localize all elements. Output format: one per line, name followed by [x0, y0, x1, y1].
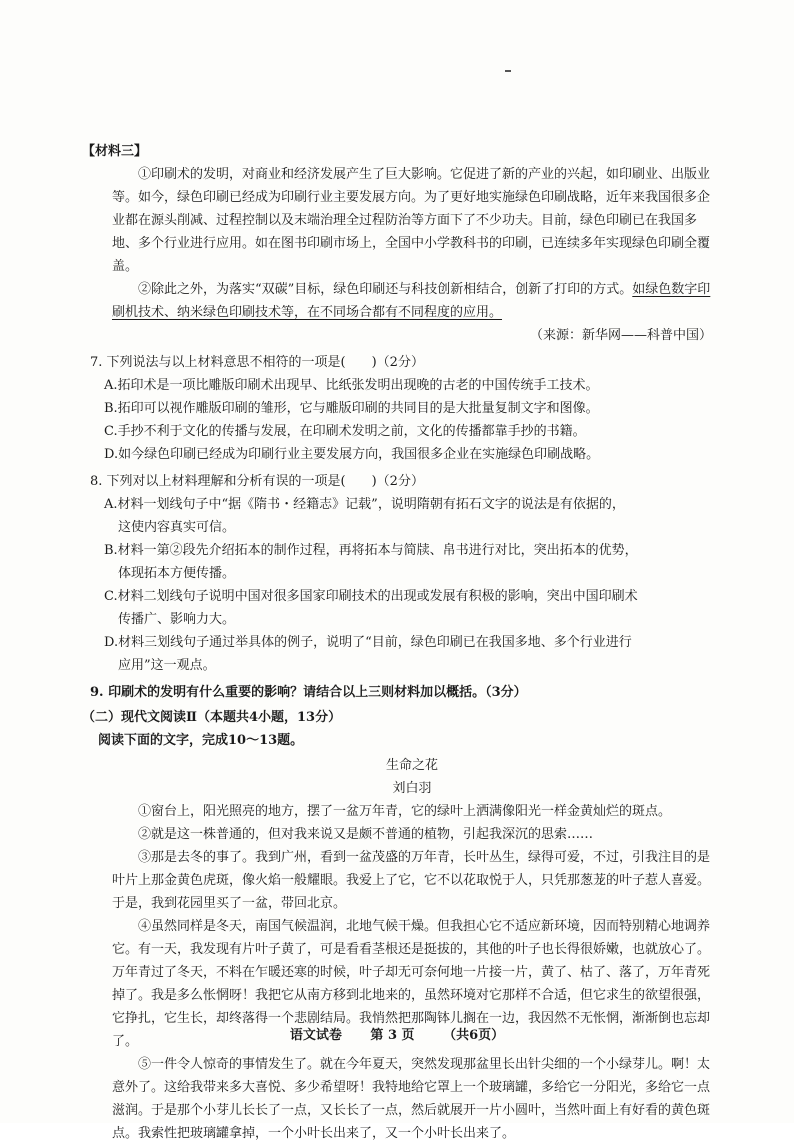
question-8-option-b [90, 539, 710, 585]
essay-title: 生命之花 [385, 758, 438, 773]
material3-paragraph-1: ①印刷术的发明，对商业和经济发展产生了巨大影响。它促进了新的产业的兴起，如印刷业、出版业等。如今，绿色印刷已经成为印刷行业主要发展方向。为了更好地实施绿色印刷战略，近年来我国很多企业都在源头削减、过程控制以及末端治理全过程防治等方面下了不少功夫。目前，绿色印刷已在我国多地、多个行业进行应用。如在图书印刷市场上，全国中小学教科书的印刷，已连续多年实现绿色印刷全覆盖。 [112, 167, 711, 274]
option-line: A.材料一划线句子中“据《隋书・经籍志》记载”，说明隋朝有拓石文字的说法是有依据的， [104, 497, 625, 512]
option-line: D.材料三划线句子通过举具体的例子，说明了“目前，绿色印刷已在我国多地、多个行业进行 [104, 635, 632, 650]
essay-paragraph-2: ②就是这一株普通的，但对我来说又是颇不普通的植物，引起我深沉的思索…… [138, 827, 594, 842]
question-8-option-a [90, 493, 710, 539]
question-7-option-b: B.拓印可以视作雕版印刷的雏形，它与雕版印刷的共同目的是大批量复制文字和图像。 [104, 401, 599, 416]
question-8-option-d [90, 631, 710, 677]
material3-heading: 【材料三】 [82, 144, 148, 159]
option-line: C.材料二划线句子说明中国对很多国家印刷技术的出现或发展有积极的影响，突出中国印刷术 [104, 589, 638, 604]
option-line: B.材料一第②段先介绍拓本的制作过程，再将拓本与简牍、帛书进行对比，突出拓本的优势， [104, 543, 638, 558]
option-continuation: 应用”这一观点。 [118, 658, 216, 673]
question-8-stem: 8. 下列对以上材料理解和分析有误的一项是( )（2分） [90, 474, 424, 489]
question-7-option-a: A.拓印术是一项比雕版印刷术出现早、比纸张发明出现晚的古老的中国传统手工技术。 [104, 378, 599, 393]
option-continuation: 体现拓本方便传播。 [118, 566, 236, 581]
question-9 [90, 681, 710, 704]
material3-paragraph-2 [112, 278, 712, 324]
essay-paragraph-3: ③那是去冬的事了。我到广州，看到一盆茂盛的万年青，长叶丛生，绿得可爱，不过，引我注目的是叶片上那金黄色虎斑，像火焰一般耀眼。我爱上了它，它不以花取悦于人，只凭那葱茏的叶子惹人喜爱。于是，我到花园里买了一盆，带回北京。 [112, 850, 711, 911]
material3-source: （来源：新华网——科普中国） [529, 328, 712, 343]
essay-paragraph-5: ⑤一件令人惊奇的事情发生了。就在今年夏天，突然发现那盆里长出针尖细的一个小绿芽儿。啊！太意外了。这给我带来多大喜悦、多少希望呀！我特地给它罩上一个玻璃罐，多给它一分阳光，多给它一点滋润。于是那个小芽儿长长了一点，又长长了一点，然后就展开一片小圆叶，当然叶面上有好看的黄色斑点。我索性把玻璃罐拿掉，一个小叶长出来了，又一个小叶长出来了。 [112, 1057, 711, 1141]
scan-speck [505, 70, 511, 72]
section-2-heading: （二）现代文阅读Ⅱ（本题共4小题，13分） [82, 710, 342, 725]
question-7 [90, 351, 710, 466]
page-footer [0, 1024, 794, 1043]
material3-underlined-sentence: 如绿色数字印刷机技术、纳米绿色印刷技术等，在不同场合都有不同程度的应用。 [112, 282, 711, 320]
question-9-stem: 9. 印刷术的发明有什么重要的影响？请结合以上三则材料加以概括。（3分） [90, 685, 527, 700]
footer-subject: 语文试卷 [289, 1028, 342, 1043]
question-7-stem: 7. 下列说法与以上材料意思不相符的一项是( )（2分） [90, 355, 424, 370]
material3-paragraph-2-text: ②除此之外，为落实“双碳”目标，绿色印刷还与科技创新相结合，创新了打印的方式。 [138, 282, 633, 297]
question-7-option-c: C.手抄不利于文化的传播与发展，在印刷术发明之前，文化的传播都靠手抄的书籍。 [104, 424, 586, 439]
question-7-option-d: D.如今绿色印刷已经成为印刷行业主要发展方向，我国很多企业在实施绿色印刷战略。 [104, 447, 600, 462]
page-content [82, 140, 712, 1145]
footer-page-number: 第 3 页 [370, 1028, 415, 1043]
question-8-option-c [90, 585, 710, 631]
question-8 [90, 470, 710, 677]
option-continuation: 传播广、影响力大。 [118, 612, 236, 627]
section-2-intro: 阅读下面的文字，完成10～13题。 [98, 733, 304, 748]
essay-paragraph-4: ④虽然同样是冬天，南国气候温润，北地气候干燥。但我担心它不适应新环境，因而特别精心地调养它。有一天，我发现有片叶子黄了，可是看看茎根还是挺拔的，其他的叶子也长得很娇嫩，也就放心了。万年青过了冬天，不料在乍暖还寒的时候，叶子却无可奈何地一片接一片，黄了、枯了、落了，万年青死掉了。我是多么怅惘呀！我把它从南方移到北地来的，虽然环境对它那样不合适，但它求生的欲望很强，它挣扎，它生长，却终落得一个悲剧结局。我悄然把那陶钵儿搁在一边，我因然不无怅惘，渐渐倒也忘却了。 [112, 919, 711, 1049]
essay-paragraph-1: ①窗台上，阳光照亮的地方，摆了一盆万年青，它的绿叶上洒满像阳光一样金黄灿烂的斑点。 [138, 804, 672, 819]
option-continuation: 这使内容真实可信。 [118, 520, 236, 535]
footer-total-pages: （共6页） [443, 1028, 505, 1043]
essay-author: 刘白羽 [392, 781, 432, 796]
